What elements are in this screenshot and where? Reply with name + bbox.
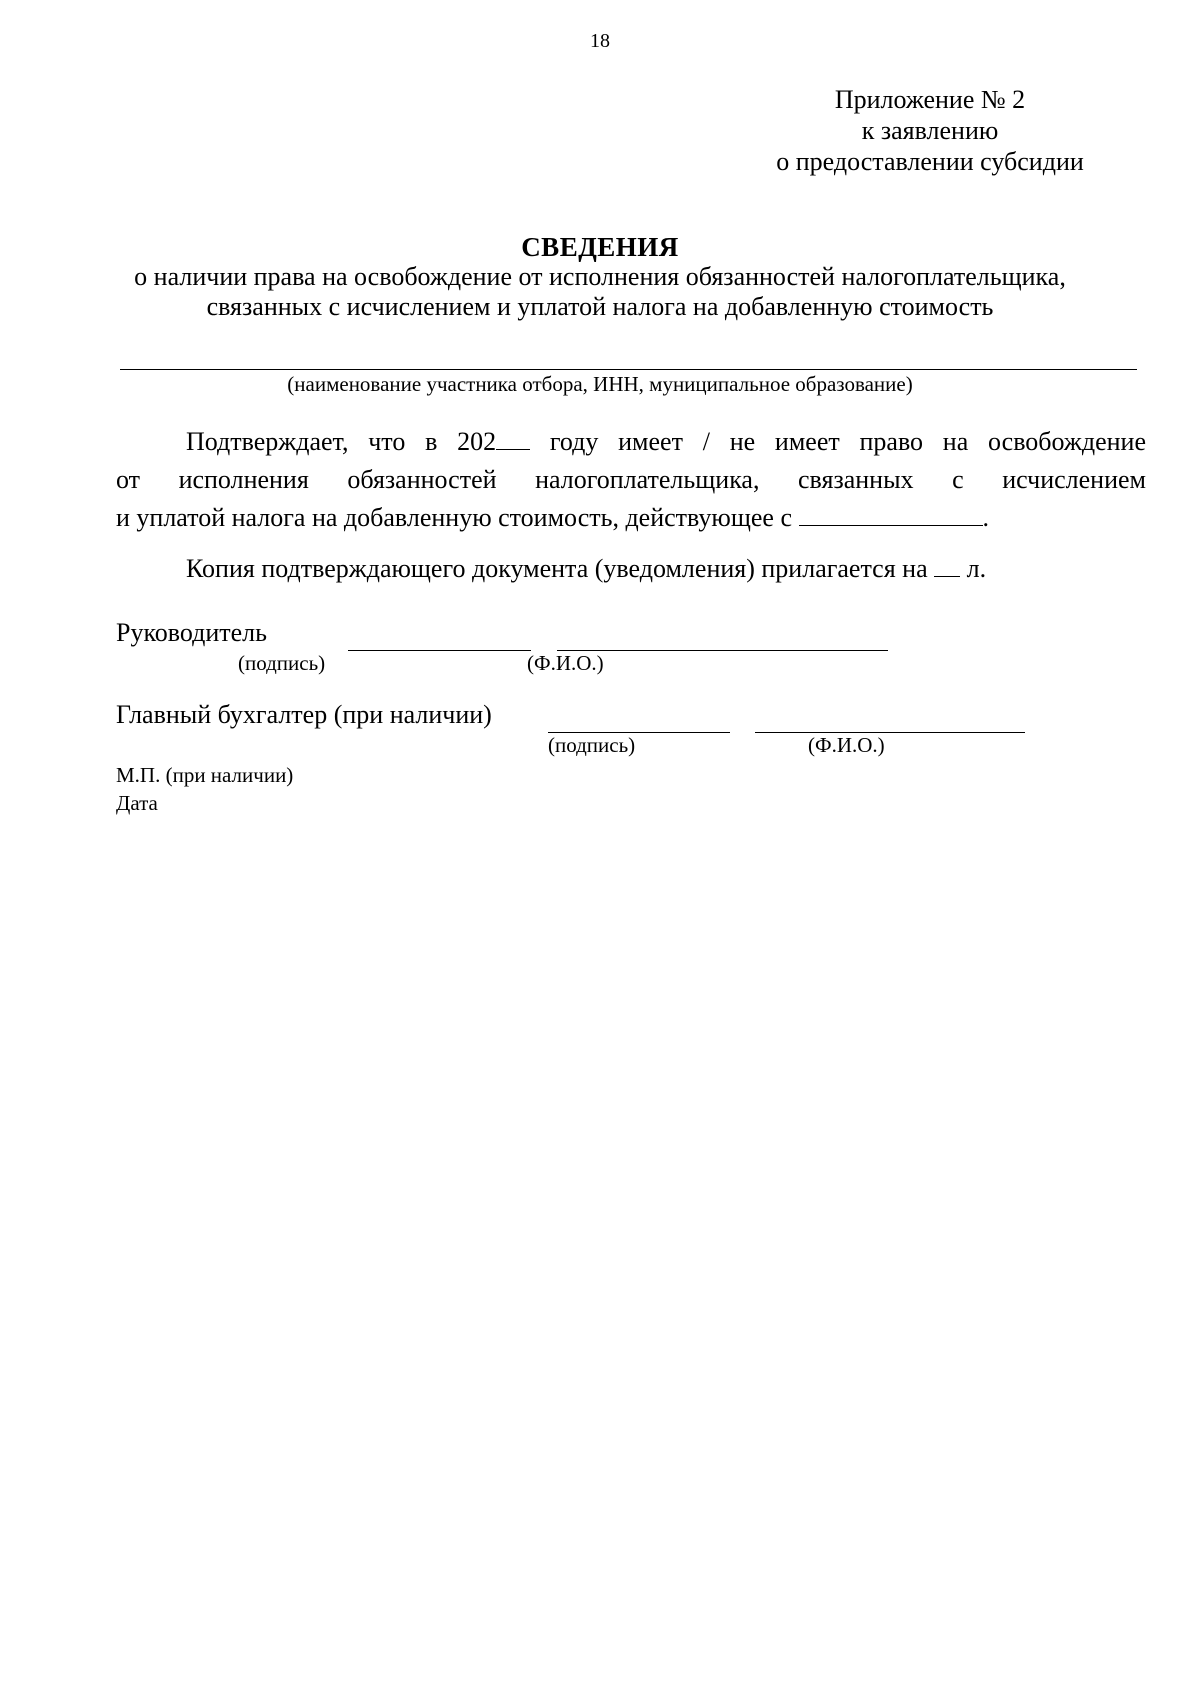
paragraph-line-1 xyxy=(116,423,1146,461)
paragraph-text-3a: и уплатой налога на добавленную стоимость, действующее с xyxy=(116,503,792,532)
paragraph-text-1a: Подтверждает, что в xyxy=(186,427,438,456)
confirmation-paragraph xyxy=(116,423,1146,537)
page-number: 18 xyxy=(590,30,610,52)
document-title: СВЕДЕНИЯ xyxy=(521,232,679,262)
year-blank[interactable] xyxy=(496,427,530,450)
participant-name-field[interactable] xyxy=(120,369,1137,370)
paragraph-line-3 xyxy=(116,499,1146,537)
year-field[interactable] xyxy=(457,427,530,456)
copy-attachment-line xyxy=(186,554,986,584)
accountant-label: Главный бухгалтер (при наличии) xyxy=(116,700,492,729)
head-name-field[interactable] xyxy=(557,650,888,651)
participant-caption: (наименование участника отбора, ИНН, муниципальное образование) xyxy=(287,372,913,396)
head-name-caption: (Ф.И.О.) xyxy=(527,651,604,675)
paragraph-line-2: от исполнения обязанностей налогоплательщика, связанных с исчислением xyxy=(116,465,1146,494)
appendix-header xyxy=(740,84,1120,177)
head-signature-caption: (подпись) xyxy=(238,651,326,675)
head-label: Руководитель xyxy=(116,618,267,647)
copy-sheets-unit: л. xyxy=(966,554,987,583)
appendix-line-2: к заявлению xyxy=(861,116,999,145)
subtitle-line-1: о наличии права на освобождение от исполнения обязанностей налогоплательщика, xyxy=(134,262,1066,291)
copy-text: Копия подтверждающего документа (уведомления) прилагается на xyxy=(186,554,928,583)
sheet-count-field[interactable] xyxy=(934,554,960,577)
document-subtitle xyxy=(0,262,1200,322)
year-prefix: 202 xyxy=(457,427,497,456)
paragraph-period: . xyxy=(982,503,989,532)
effective-date-field[interactable] xyxy=(799,503,983,526)
stamp-label: М.П. (при наличии) xyxy=(116,763,294,787)
paragraph-text-1b: году имеет / не имеет право на освобождение xyxy=(549,427,1146,456)
appendix-line-3: о предоставлении субсидии xyxy=(776,147,1084,176)
subtitle-line-2: связанных с исчислением и уплатой налога на добавленную стоимость xyxy=(206,292,994,321)
appendix-line-1: Приложение № 2 xyxy=(834,85,1026,114)
accountant-name-caption: (Ф.И.О.) xyxy=(808,733,885,757)
accountant-name-field[interactable] xyxy=(755,732,1025,733)
head-signature-field[interactable] xyxy=(348,650,531,651)
date-label: Дата xyxy=(116,791,158,815)
accountant-signature-caption: (подпись) xyxy=(548,733,636,757)
